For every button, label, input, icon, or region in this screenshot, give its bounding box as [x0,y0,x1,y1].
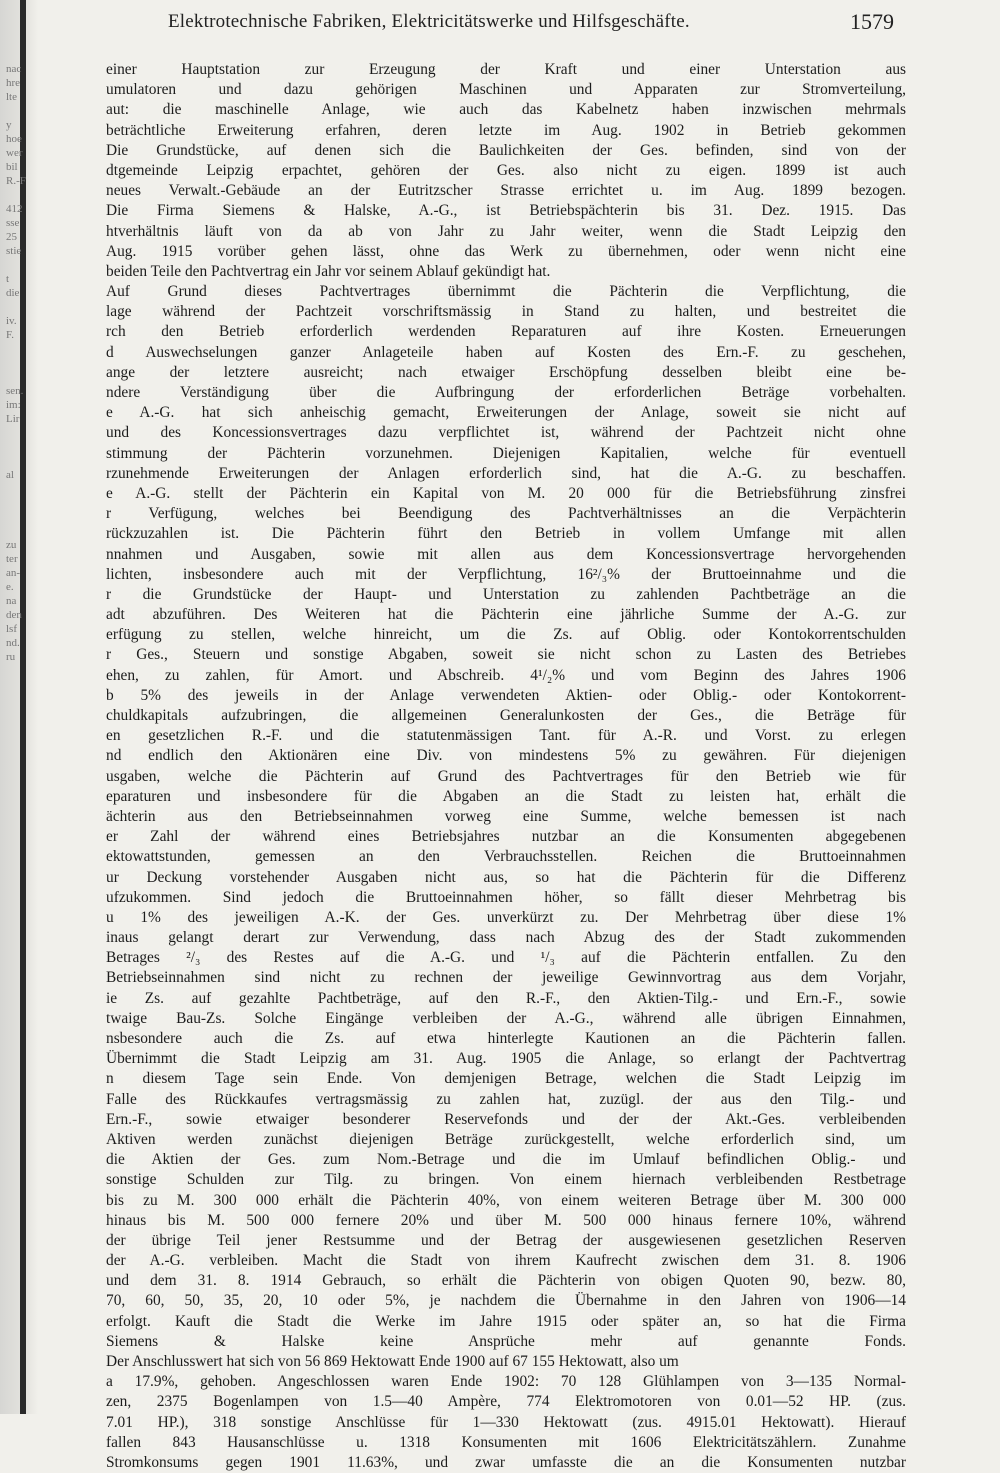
text-line: ange der letztere ausreicht; nach etwaiger Erschöpfung desselben bleibt eine be- [106,363,906,381]
text-line: hinaus bis M. 500 000 fernere 20% und über M. 500 000 hinaus fernere 10%, während [106,1211,906,1229]
text-line: Aktiven werden zunächst diejenigen Beträge zurückgestellt, welche erforderlich sind, um [106,1130,906,1148]
text-line: n diesem Tage sein Ende. Von demjenigen Betrage, welchen die Stadt Leipzig im [106,1070,906,1088]
text-line: erfügung zu stellen, welche hinreicht, um die Zs. auf Oblig. oder Kontokorrentschulden [106,626,906,644]
text-line: Übernimmt die Stadt Leipzig am 31. Aug. 1905 die Anlage, so erlangt der Pachtvertrag [106,1050,906,1068]
text-line: d Auswechselungen ganzer Anlageteile haben auf Kosten des Ern.-F. zu geschehen, [106,343,906,361]
text-line: e A.-G. hat sich anheischig gemacht, Erweiterungen der Anlage, soweit sie nicht auf [106,404,906,422]
text-line: e A.-G. stellt der Pächterin ein Kapital von M. 20 000 für die Betriebsführung zinsfrei [106,484,906,502]
text-line: lage während der Pachtzeit vorschriftsmässig in Stand zu halten, und bestreitet die [106,303,906,321]
text-line: fallen 843 Hausanschlüsse u. 1318 Konsumenten mit 1606 Elektricitätszählern. Zunahme [106,1433,906,1451]
text-line: ektowattstunden, gemessen an den Verbrauchsstellen. Reichen die Bruttoeinnahmen [106,848,906,866]
text-line: Aug. 1915 vorüber gehen lässt, ohne das Werk zu übernehmen, oder wenn nicht eine [106,242,906,260]
text-line: Betriebseinnahmen sind nicht zu rechnen der jeweilige Gewinnvortrag aus dem Vorjahr, [106,969,906,987]
text-line: er Zahl der während eines Betriebsjahres nutzbar an die Konsumenten abgegebenen [106,828,906,846]
text-line: neues Verwalt.-Gebäude an der Eutritzscher Strasse errichtet u. im Aug. 1899 bezogen. [106,182,906,200]
text-line: eparaturen und insbesondere für die Abgaben an die Stadt zu leisten hat, erhält die [106,787,906,805]
text-line: 70, 60, 50, 35, 20, 10 oder 5%, je nachdem die Übernahme in den Jahren von 1906—14 [106,1292,906,1310]
text-line: die Aktien der Ges. zum Nom.-Betrage und die im Umlauf befindlichen Oblig.- und [106,1151,906,1169]
text-line: ndere Verständigung über die Aufbringung der erforderlichen Beträge vorbehalten. [106,384,906,401]
text-line: der übrige Teil jener Restsumme und der Betrag der ausgewiesenen gesetzlichen Reserven [106,1231,906,1249]
text-line: nnahmen und Ausgaben, sowie mit allen aus dem Koncessionsvertrage hervorgehenden [106,545,906,563]
text-line: zen, 2375 Bogenlampen von 1.5—40 Ampère, 774 Elektromotoren von 0.01—52 HP. (zus. [106,1393,906,1411]
text-line: Die Grundstücke, auf denen sich die Baulichkeiten der Ges. befinden, sind von der [106,141,906,159]
text-line: ie Zs. auf gezahlte Pachtbeträge, auf den R.-F., den Aktien-Tilg.- und Ern.-F., sowie [106,989,906,1007]
text-line: beträchtliche Erweiterung erfahren, deren letzte im Aug. 1902 in Betrieb gekommen [106,121,906,139]
text-line: ächterin aus den Betriebseinnahmen vorweg eine Summe, welche bemessen ist nach [106,807,906,825]
text-line: der A.-G. verbleiben. Macht die Stadt von ihrem Kaufrecht zwischen dem 31. 8. 1906 [106,1252,906,1270]
text-line: rch den Betrieb erforderlich werdenden Reparaturen auf ihre Kosten. Erneuerungen [106,323,906,341]
text-line: htverhältnis läuft von da ab von Jahr zu Jahr weiter, wenn die Stadt Leipzig den [106,222,906,240]
text-line: Falle des Rückkaufes vertragsmässig zu zahlen hat, zuzügl. der aus den Tilg.- und [106,1090,906,1108]
text-line: usgaben, welche die Pächterin auf Grund des Pachtvertrages für den Betrieb wie für [106,767,906,785]
text-line: beiden Teile den Pachtvertrag ein Jahr vor seinem Ablauf gekündigt hat. [106,262,551,280]
text-line: umulatoren und dazu gehörigen Maschinen und Apparaten zur Stromverteilung, [106,81,906,99]
facing-page-margin-fragments: nac hre lte y hoe wer bil R.-F 412 sse 25 stie t die iv. F. sen. im: Lir al zu ter an- e. na den lsf nd. ru [6,63,26,663]
text-line: sonstige Schulden zur Tilg. zu bringen. Von einem hiernach verbleibenden Restbetrage [106,1171,906,1189]
text-line: r die Grundstücke der Haupt- und Unterstation zu zahlenden Pachtbeträge an die [106,585,906,603]
text-line: ur Deckung vorstehender Ausgaben nicht aus, so hat die Pächterin für die Differenz [106,868,906,886]
text-line: inaus gelangt derart zur Verwendung, dass nach Abzug des der Stadt zukommenden [106,929,906,947]
text-line: Der Anschlusswert hat sich von 56 869 Hektowatt Ende 1900 auf 67 155 Hektowatt, also um [106,1353,679,1370]
text-line: r Ges., Steuern und sonstige Abgaben, soweit sie nicht schon zu Lasten des Betriebes [106,646,906,664]
text-line: rückzuzahlen ist. Die Pächterin führt den Betrieb in vollem Umfange mit allen [106,525,906,543]
text-line: und dem 31. 8. 1914 Gebrauch, so erhält die Pächterin von obigen Quoten 90, bezw. 80, [106,1272,906,1290]
text-line: bis zu M. 300 000 erhält die Pächterin 40%, von einem weiteren Betrage über M. 300 000 [106,1191,906,1209]
text-line: nsbesondere auch die Zs. auf etwa hinterlegte Kautionen an die Pächterin fallen. [106,1030,906,1047]
text-line: adt abzuführen. Des Weiteren hat die Pächterin eine jährliche Summe der A.-G. zur [106,606,906,624]
body-text [106,60,906,1473]
text-line: en gesetzlichen R.-F. und die statutenmässigen Tant. für A.-R. und Vorst. zu erlegen [106,727,906,745]
text-line: u 1% des jeweiligen A.-K. der Ges. unverkürzt zu. Der Mehrbetrag über diese 1% [106,908,906,926]
text-line: Auf Grund dieses Pachtvertrages übernimmt die Pächterin die Verpflichtung, die [106,283,906,301]
running-title: Elektrotechnische Fabriken, Elektricitätswerke und Hilfsgeschäfte. [168,11,690,32]
text-line: nd endlich den Aktionären eine Div. von mindestens 5% zu gewähren. Für diejenigen [106,747,906,765]
text-line: b 5% des jeweils in der Anlage verwendeten Aktien- oder Oblig.- oder Kontokorrent- [106,686,906,704]
text-line: ehen, zu zahlen, für Amort. und Abschreib. 4¹/₂% und vom Beginn des Jahres 1906 [106,666,906,684]
text-line: aut: die maschinelle Anlage, wie auch das Kabelnetz haben inzwischen mehrmals [106,101,906,119]
text-line: und des Koncessionsvertrages dazu verpflichtet ist, während der Pachtzeit nicht ohne [106,424,906,442]
text-line: Stromkonsums gegen 1901 11.63%, und zwar umfasste die an die Konsumenten nutzbar [106,1453,906,1471]
text-line: r Verfügung, welches bei Beendigung des Pachtverhältnisses an die Verpächterin [106,505,906,523]
text-line: rzunehmende Erweiterungen der Anlagen erforderlich sind, hat die A.-G. zu beschaffen. [106,464,906,482]
text-line: a 17.9%, gehoben. Angeschlossen waren Ende 1902: 70 128 Glühlampen von 3—135 Normal- [106,1373,906,1391]
text-line: ufzukommen. Sind jedoch die Bruttoeinnahmen höher, so fällt dieser Mehrbetrag bis [106,888,906,906]
text-line: dtgemeinde Leipzig erpachtet, gehören der Ges. also nicht zu eigen. 1899 ist auch [106,161,906,179]
text-line: Betrages ²/₃ des Restes auf die A.-G. und ¹/₃ auf die Pächterin entfallen. Zu den [106,949,906,967]
text-line: einer Hauptstation zur Erzeugung der Kraft und einer Unterstation aus [106,61,906,78]
page-number: 1579 [850,9,894,34]
text-line: lichten, insbesondere auch mit der Verpflichtung, 16²/₃% der Bruttoeinnahme und die [106,565,906,583]
text-line: Die Firma Siemens & Halske, A.-G., ist Betriebspächterin bis 31. Dez. 1915. Das [106,202,906,220]
text-line: twaige Bau-Zs. Solche Eingänge verbleiben der A.-G., während alle übrigen Einnahmen, [106,1009,906,1027]
page-header [100,8,900,36]
text-line: stimmung der Pächterin vorzunehmen. Diejenigen Kapitalien, welche für eventuell [106,444,906,462]
text-line: erfolgt. Kauft die Stadt die Werke im Jahre 1915 oder später an, so hat die Firma [106,1312,906,1330]
text-line: chuldkapitals aufzubringen, die allgemeinen Generalunkosten der Ges., die Beträge für [106,707,906,724]
text-line: Siemens & Halske keine Ansprüche mehr auf genannte Fonds. [106,1332,906,1350]
text-line: Ern.-F., sowie etwaiger besonderer Reservefonds und der der Akt.-Ges. verbleibenden [106,1110,906,1128]
text-line: 7.01 HP.), 318 sonstige Anschlüsse für 1—330 Hektowatt (zus. 4915.01 Hektowatt). Hierauf [106,1413,906,1431]
